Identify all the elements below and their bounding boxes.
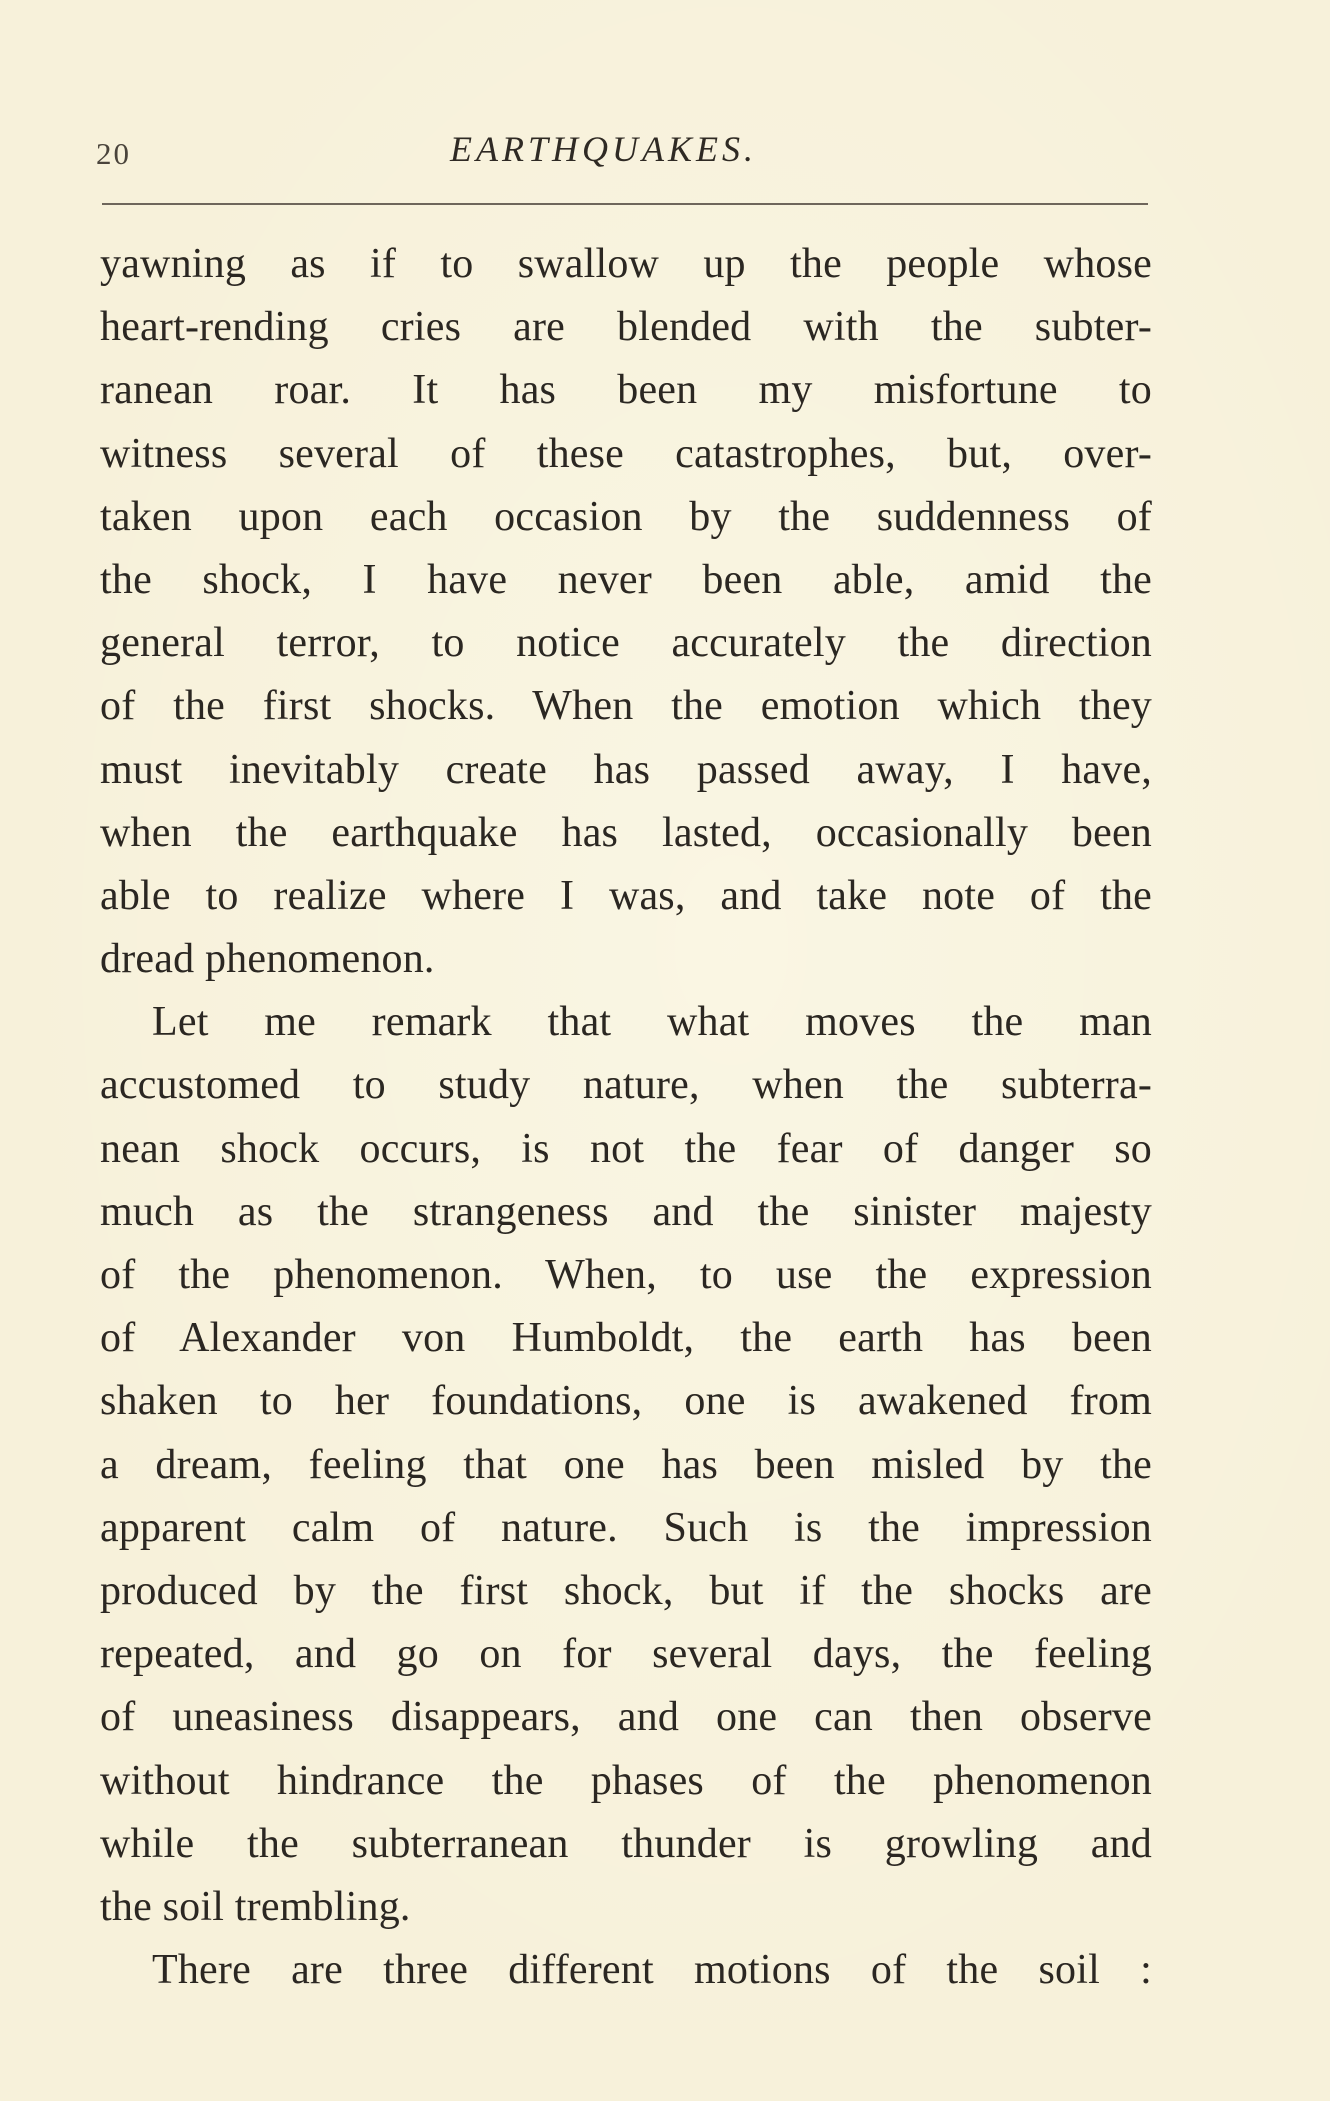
text-line: the soil trembling. [100, 1883, 411, 1930]
text-line: able to realize where I was, and take note of the [100, 872, 1152, 919]
body-text [100, 233, 1152, 2002]
text-line: nean shock occurs, is not the fear of danger so [100, 1125, 1152, 1172]
text-line: produced by the first shock, but if the shocks are [100, 1567, 1152, 1614]
text-line: repeated, and go on for several days, the feeling [100, 1631, 1152, 1678]
page-number: 20 [96, 136, 131, 171]
text-line: Let me remark that what moves the man [152, 999, 1152, 1046]
text-line: of Alexander von Humboldt, the earth has been [100, 1315, 1152, 1362]
text-line: a dream, feeling that one has been misled by the [100, 1441, 1152, 1488]
text-line: of the first shocks. When the emotion which they [100, 683, 1152, 730]
text-line: apparent calm of nature. Such is the impression [100, 1504, 1152, 1551]
text-line: must inevitably create has passed away, I have, [100, 746, 1152, 793]
text-line: while the subterranean thunder is growling and [100, 1820, 1152, 1867]
text-line: when the earthquake has lasted, occasionally been [100, 809, 1152, 856]
text-line: accustomed to study nature, when the subterra- [100, 1062, 1152, 1109]
text-line: the shock, I have never been able, amid the [100, 556, 1152, 603]
page-header [96, 118, 1150, 188]
text-line: taken upon each occasion by the suddenness of [100, 493, 1152, 540]
text-line: There are three different motions of the soil : [152, 1947, 1152, 1994]
text-line: witness several of these catastrophes, but, over- [100, 430, 1152, 477]
running-title: EARTHQUAKES. [450, 129, 757, 169]
text-line: general terror, to notice accurately the direction [100, 620, 1152, 667]
text-line: shaken to her foundations, one is awakened from [100, 1378, 1152, 1425]
text-line: without hindrance the phases of the phenomenon [100, 1757, 1152, 1804]
text-line: dread phenomenon. [100, 936, 435, 983]
header-rule [102, 203, 1148, 205]
text-line: heart-rending cries are blended with the subter- [100, 304, 1152, 351]
text-line: of uneasiness disappears, and one can then observe [100, 1694, 1152, 1741]
text-line: yawning as if to swallow up the people whose [100, 241, 1152, 287]
text-line: much as the strangeness and the sinister majesty [100, 1188, 1152, 1235]
text-line: of the phenomenon. When, to use the expression [100, 1252, 1152, 1298]
text-line: ranean roar. It has been my misfortune to [100, 367, 1152, 414]
